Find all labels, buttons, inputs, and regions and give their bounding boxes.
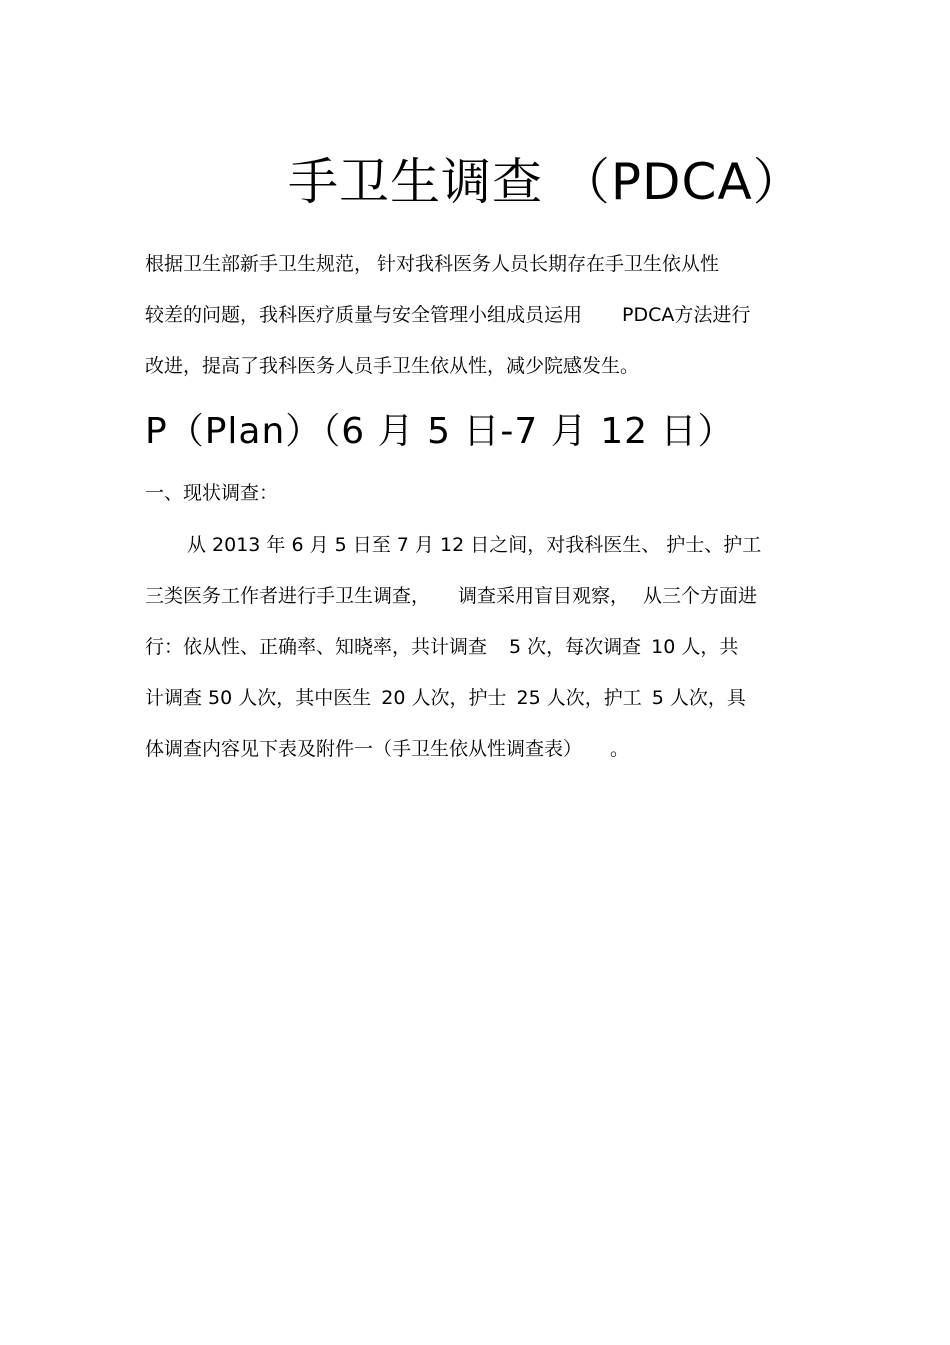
intro-text: PDCA方法进行	[622, 304, 751, 326]
page-title: 手卫生调查 （PDCA）	[288, 153, 804, 211]
body-text: 5 人次，具	[651, 687, 746, 709]
body-text: 。	[610, 738, 630, 760]
intro-text: 根据卫生部新手卫生规范，	[145, 253, 374, 275]
body-text: 从 2013 年 6 月 5 日至 7 月 12 日之间，对我科医生、 护士、护工	[187, 534, 762, 556]
intro-line-2	[145, 302, 750, 328]
section-1-line-1	[187, 532, 761, 558]
plan-heading: P（Plan）（6 月 5 日-7 月 12 日）	[145, 411, 735, 452]
section-1-line-3	[145, 634, 738, 660]
body-text: 行：依从性、正确率、知晓率，共计调查	[145, 636, 488, 658]
section-1-line-5	[145, 736, 629, 762]
body-text: 10 人，共	[651, 636, 739, 658]
intro-text: 针对我科医务人员长期存在手卫生依从性	[377, 253, 720, 275]
body-text: 20 人次，护士	[381, 687, 507, 709]
intro-line-1	[145, 251, 719, 277]
intro-text: 较差的问题，我科医疗质量与安全管理小组成员运用	[145, 304, 583, 326]
section-1-heading: 一、现状调查：	[145, 482, 279, 504]
section-1-line-2	[145, 583, 757, 609]
body-text: 5 次，每次调查	[509, 636, 642, 658]
body-text: 调查采用盲目观察，	[458, 585, 630, 607]
body-text: 体调查内容见下表及附件一（手卫生依从性调查表）	[145, 738, 583, 760]
body-text: 三类医务工作者进行手卫生调查，	[145, 585, 431, 607]
intro-line-3	[145, 353, 639, 379]
intro-text: 改进，提高了我科医务人员手卫生依从性，减少院感发生。	[145, 355, 640, 377]
section-1-line-4	[145, 685, 746, 711]
body-text: 计调查 50 人次，其中医生	[145, 687, 372, 709]
body-text: 25 人次，护工	[516, 687, 642, 709]
body-text: 从三个方面进	[643, 585, 758, 607]
